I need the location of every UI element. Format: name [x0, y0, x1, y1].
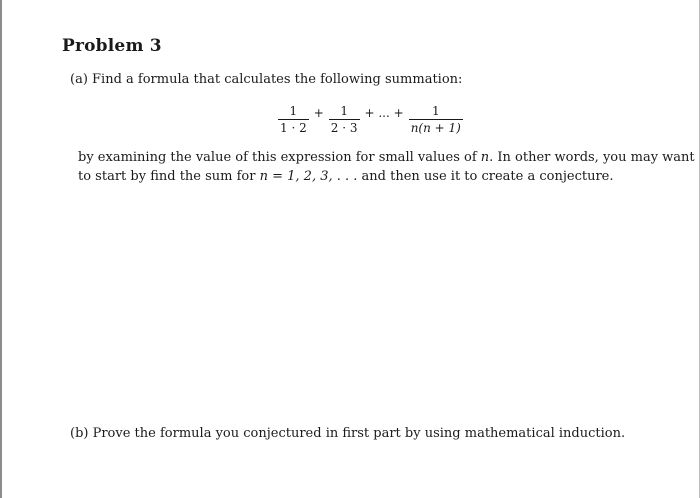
sequence-math: n = 1, 2, 3, . . .	[259, 169, 358, 184]
part-b-text: (b) Prove the formula you conjectured in first part by using mathematical induction.	[70, 426, 626, 441]
page-left-border	[0, 0, 2, 498]
part-a-intro: (a) Find a formula that calculates the following summation:	[70, 72, 463, 87]
numerator: 1	[289, 104, 298, 118]
fraction-term-n	[409, 105, 463, 135]
variable-n: n	[480, 150, 490, 165]
denominator: 2 · 3	[330, 121, 358, 135]
numerator: 1	[431, 104, 440, 118]
text: . In other words, you may want	[489, 150, 695, 165]
part-a-line-2	[78, 169, 614, 184]
text: and then use it to create a conjecture.	[357, 169, 614, 184]
denominator: 1 · 2	[280, 121, 307, 135]
text: to start by find the sum for	[78, 169, 260, 184]
plus-operator: +	[313, 106, 324, 120]
summation-formula	[278, 100, 463, 140]
problem-title: Problem 3	[62, 36, 162, 56]
numerator: 1	[340, 104, 348, 118]
text: by examining the value of this expression for small values of	[78, 150, 481, 165]
fraction-term-1	[278, 105, 309, 135]
ellipsis-operator: + ... +	[364, 106, 404, 120]
denominator: n(n + 1)	[410, 121, 461, 135]
part-a-line-1	[78, 150, 695, 165]
fraction-term-2	[329, 105, 360, 135]
